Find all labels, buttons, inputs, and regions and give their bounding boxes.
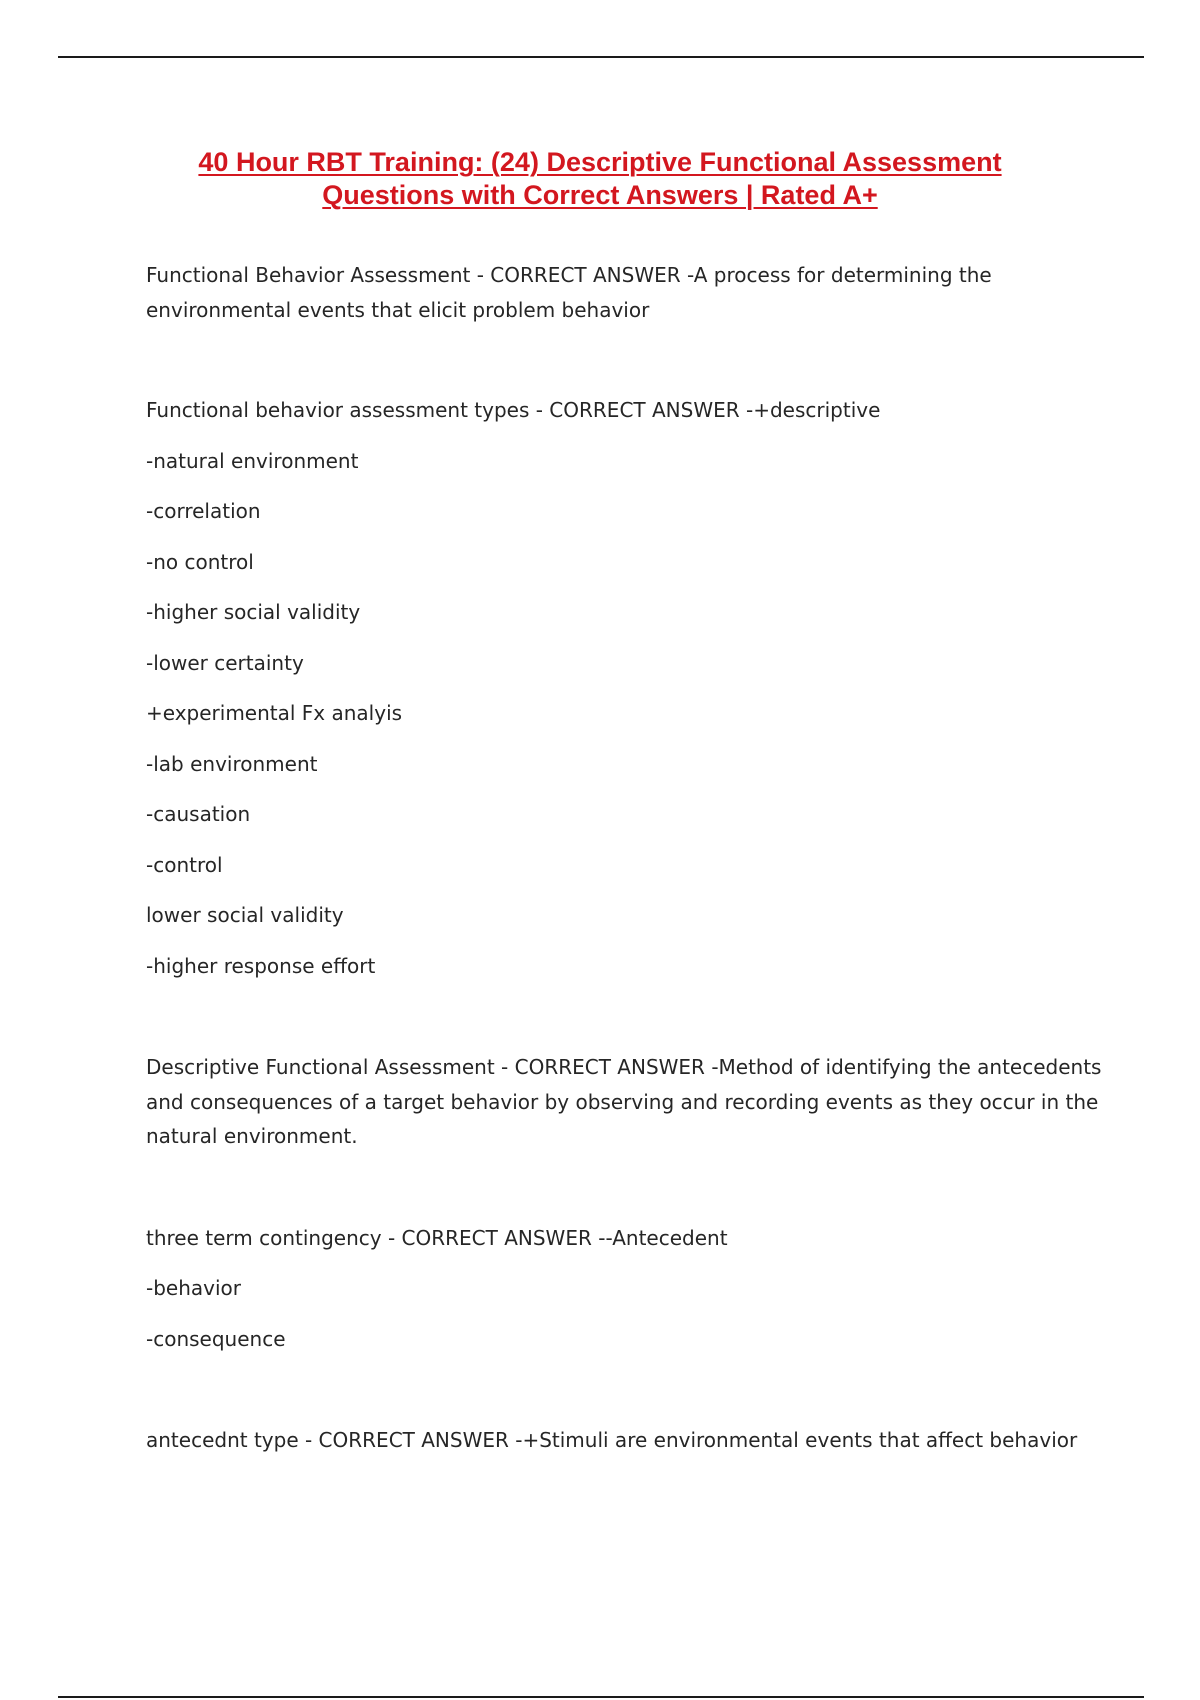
qa-entry-assessment-types [146,393,1106,983]
qa-entry-functional-behavior-assessment [146,258,1106,327]
list-item: -natural environment [146,448,359,473]
list-item: -higher response effort [146,953,376,978]
qa-line: environmental events that elicit problem behavior [146,297,650,322]
top-rule [58,56,1144,58]
list-item: -no control [146,549,254,574]
list-item: lower social validity [146,903,344,927]
qa-line: Descriptive Functional Assessment - CORRECT ANSWER -Method of identifying the antecedents [146,1055,1102,1079]
qa-entry-descriptive-functional-assessment [146,1050,1106,1154]
qa-line: Functional behavior assessment types - CORRECT ANSWER -+descriptive [146,398,881,422]
document-body [146,258,1106,1458]
list-item: -causation [146,802,251,826]
list-item: -lab environment [146,751,318,776]
qa-line: three term contingency - CORRECT ANSWER --Antecedent [146,1225,728,1250]
qa-line: and consequences of a target behavior by observing and recording events as they occur in the [146,1089,1099,1114]
qa-entry-three-term-contingency [146,1221,1106,1357]
list-item: -consequence [146,1326,286,1351]
qa-line: antecednt type - CORRECT ANSWER -+Stimuli are environmental events that affect behavior [146,1428,1078,1452]
qa-line: natural environment. [146,1124,358,1148]
title-line-2: Questions with Correct Answers | Rated A+ [322,180,878,210]
title-line-1: 40 Hour RBT Training: (24) Descriptive Functional Assessment [198,147,1002,177]
list-item: -control [146,852,223,877]
list-item: -correlation [146,499,261,523]
list-item: -behavior [146,1276,241,1300]
qa-line: Functional Behavior Assessment - CORRECT ANSWER -A process for determining the [146,263,992,287]
document-title [120,146,1080,212]
qa-entry-antecedent-type [146,1423,1106,1458]
list-item: -lower certainty [146,650,304,675]
bottom-rule [58,1696,1144,1698]
list-item: +experimental Fx analyis [146,701,403,725]
list-item: -higher social validity [146,600,361,624]
